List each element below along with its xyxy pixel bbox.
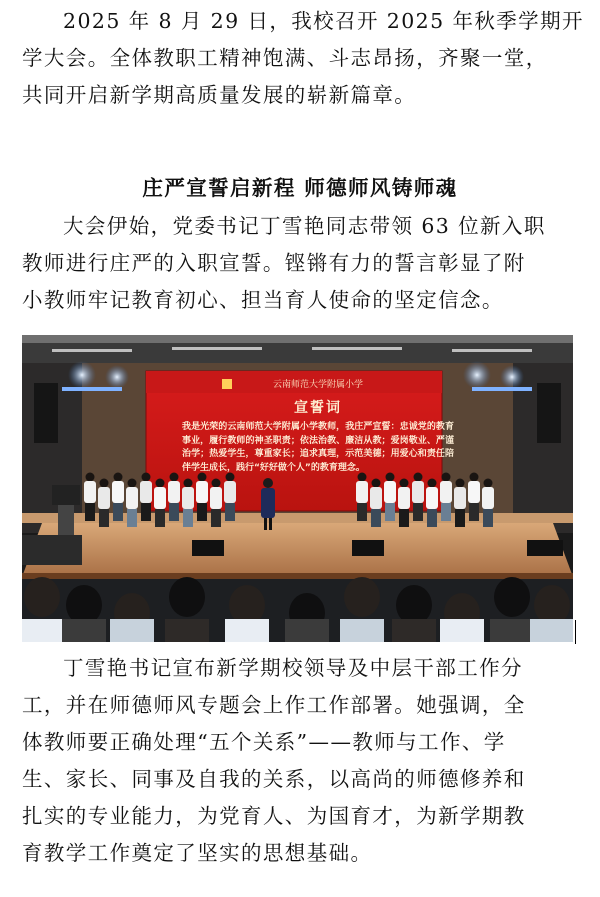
ceremony-photo [22,335,573,642]
text-line: 2025 年 8 月 29 日，我校召开 2025 年秋季学期开 [63,9,584,33]
text-line: 小教师牢记教育初心、担当育人使命的坚定信念。 [22,288,504,312]
oath-paragraph [22,208,582,319]
teachers-left-group [84,473,236,528]
text-line: 教师进行庄严的入职宣誓。铿锵有力的誓言彰显了附 [22,251,526,275]
text-line: 扎实的专业能力，为党育人、为国育才，为新学期教 [22,804,526,828]
work-arrangement-paragraph [22,650,582,872]
intro-paragraph [22,3,582,114]
screen-oath-title: 宣誓词 [294,400,342,416]
screen-school-name: 云南师范大学附属小学 [272,380,363,390]
text-line: 大会伊始，党委书记丁雪艳同志带领 63 位新入职 [63,214,546,238]
text-line: 共同开启新学期高质量发展的崭新篇章。 [22,83,417,107]
screen-oath-text: 我是光荣的云南师范大学附属小学教师，我庄严宣誓：忠诚党的教育事业，履行教师的神圣职责；依法治教、廉洁从教；爱岗敬业、严谨治学；热爱学生，尊重家长；追求真理，示范美德；用爱心和责任陪伴学生成长，践行“好好做个人”的教育理念。 [182,422,454,473]
text-line: 育教学工作奠定了坚实的思想基础。 [22,841,373,865]
text-line: 学大会。全体教职工精神饱满、斗志昂扬，齐聚一堂， [22,46,548,70]
text-line: 工，并在师德师风专题会上作工作部署。她强调，全 [22,693,526,717]
text-line: 生、家长、同事及自我的关系，以高尚的师德修养和 [22,767,526,791]
text-cursor [575,620,576,644]
text-line: 丁雪艳书记宣布新学期校领导及中层干部工作分 [63,656,523,680]
section-heading: 庄严宣誓启新程 师德师风铸师魂 [142,176,458,200]
text-line: 体教师要正确处理“五个关系”——教师与工作、学 [22,730,506,754]
